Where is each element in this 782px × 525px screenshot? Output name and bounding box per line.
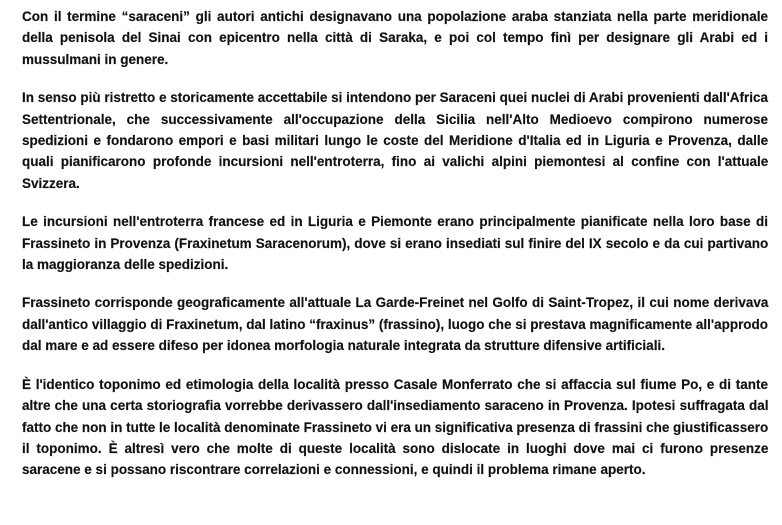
text-line: il toponimo. È altresì vero che molte di queste località sono dislocate in luoghi dove mai ci furono presenze [22, 440, 769, 456]
text-line: Frassineto corrisponde geograficamente all'attuale La Garde-Freinet nel Golfo di Saint-Tropez, il cui nome derivava [22, 295, 769, 311]
paragraph-5 [22, 374, 768, 481]
text-line: In senso più ristretto e storicamente accettabile si intendono per Saraceni quei nuclei di Arabi provenienti dall'Africa [22, 90, 768, 106]
text-line: Con il termine “saraceni” gli autori antichi designavano una popolazione araba stanziata nella parte meridionale [22, 9, 768, 24]
text-line: Settentrionale, che successivamente all'occupazione della Sicilia nell'Alto Medioevo compirono numerose [22, 111, 768, 127]
text-line: quali pianificarono profonde incursioni nell'entroterra, fino ai valichi alpini piemontesi al confine con l'attuale [22, 154, 769, 170]
text-line: dall'antico villaggio di Fraxinetum, dal latino “fraxinus” (frassino), luogo che si prestava magnificamente all'approdo [22, 316, 769, 332]
text-line: altre che una certa storiografia vorrebbe derivassero dall'insediamento saraceno in Provenza. Ipotesi suffragata dal [22, 398, 769, 414]
text-line: la maggioranza delle spedizioni. [22, 257, 229, 273]
paragraph-2 [22, 87, 768, 194]
text-line: della penisola del Sinai con epicentro nella città di Saraka, e poi col tempo finì per designare gli Arabi ed i [22, 30, 768, 46]
text-line: Frassineto in Provenza (Fraxinetum Saracenorum), dove si erano insediati sul finire del IX secolo e da cui partivano [22, 235, 769, 251]
paragraph-4 [22, 292, 768, 356]
document-page [22, 6, 768, 498]
text-line: fatto che non in tutte le località denominate Frassineto vi era un significativa presenza di frassini che giustificassero [22, 419, 769, 435]
paragraph-3 [22, 211, 768, 275]
text-line: dal mare e ad essere difeso per idonea morfologia naturale integrata da strutture difensive artificiali. [22, 338, 665, 354]
text-line: spedizioni e fondarono empori e basi militari lungo le coste del Meridione d'Italia ed in Liguria e Provenza, dalle [22, 133, 769, 149]
text-line: Svizzera. [22, 175, 80, 191]
text-line: Le incursioni nell'entroterra francese ed in Liguria e Piemonte erano principalmente pianificate nella loro base di [22, 214, 768, 230]
text-line: È l'identico toponimo ed etimologia della località presso Casale Monferrato che si affaccia sul fiume Po, e di tante [22, 376, 768, 392]
text-line: mussulmani in genere. [22, 51, 169, 67]
text-line: saracene e si possano riscontrare correlazioni e connessioni, e quindi il problema rimane aperto. [22, 462, 646, 478]
paragraph-1 [22, 6, 768, 70]
